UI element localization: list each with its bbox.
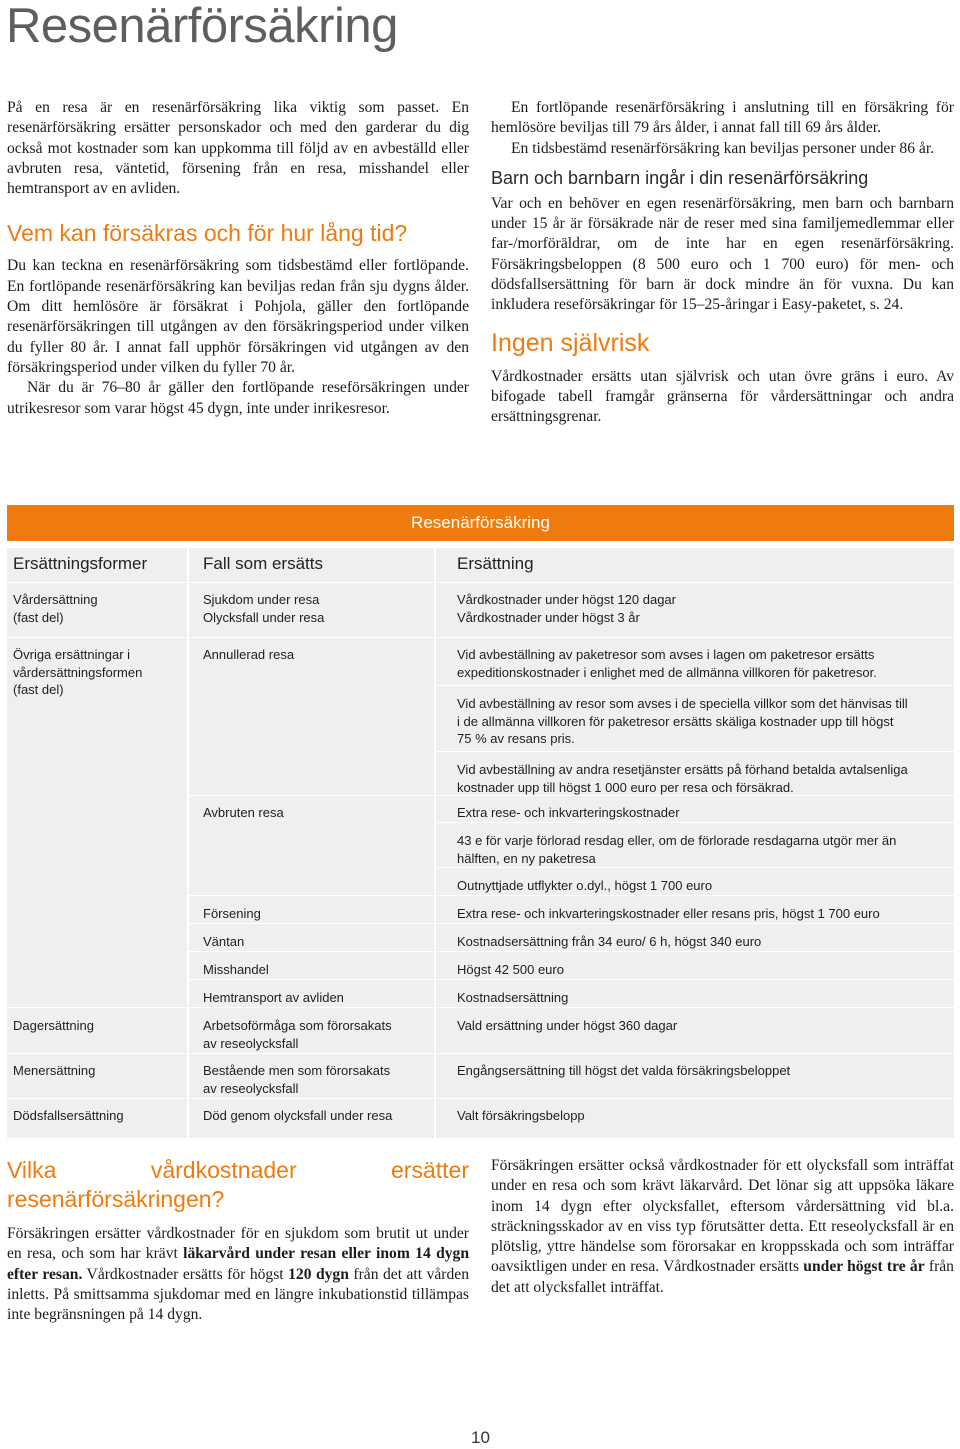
row-divider	[189, 1098, 434, 1099]
care-p2-bold: under högst tre år	[803, 1258, 925, 1276]
case-delay: Försening	[203, 906, 261, 921]
comp-interrupt-days: 43 e för varje förlorad resdag eller, om de förlorade resdagarna utgör mer än hälften, en ny paketresa	[457, 833, 897, 866]
row-divider	[7, 1053, 187, 1054]
row-divider	[436, 951, 954, 952]
case-interrupted: Avbruten resa	[203, 805, 284, 820]
case-repatriation: Hemtransport av avliden	[203, 990, 344, 1005]
heading-care-costs: Vilka vårdkostnader ersätter resenärförsäkringen?	[7, 1157, 469, 1212]
comp-care-costs: Vårdkostnader under högst 120 dagar Vårdkostnader under högst 3 år	[457, 592, 676, 625]
case-incapacity: Arbetsoförmåga som förorsakats av reseolycksfall	[203, 1018, 392, 1051]
table-title: Resenärförsäkring	[7, 505, 954, 541]
row-divider	[436, 1007, 954, 1008]
row-divider	[189, 795, 434, 796]
row-divider	[436, 867, 954, 868]
comp-interrupt-excursions: Outnyttjade utflykter o.dyl., högst 1 700 euro	[457, 878, 713, 893]
row-divider	[189, 1053, 434, 1054]
comp-cancel-special: Vid avbeställning av resor som avses i de speciella villkor som det hänvisas till i de allmänna villkoren för paketresor ersätts skäliga kostnader upp till högst 75 % av resans pris.	[457, 696, 908, 746]
case-permanent-injury: Bestående men som förorsakats av reseolycksfall	[203, 1063, 391, 1096]
case-accidental-death: Död genom olycksfall under resa	[203, 1108, 393, 1123]
care-p2-text: Försäkringen ersätter också vårdkostnader för ett olycksfall som inträffat under en resa och som krävt läkarvård. Det lönar sig att uppsöka läkare inom 14 dygn efter olycksfallet, eftersom vårdersättning vid bl.a. sträckningsskador av en viss typ förutsätter detta. Ett reseolycksfall är en plötslig, yttre händelse som förorsakar en kroppsskada och som inträffar oavsiktligen under en resa. Vårdkostnader ersätts	[491, 1157, 954, 1276]
children-paragraph: Var och en behöver en egen resenärförsäkring, men barn och barnbarn under 15 år är försäkrade när de reser med sina familjemedlemmar eller far-/morföräldrar, om de inte har en egen resenärförsäkring. Försäkringsbeloppen (8 500 euro och 1 700 euro) för men- och dödsfallsersättning för barn är dock mindre än för vuxna. Du kan inkludera reseförsäkringar för 15–25-åringar i Easy-paketet, s. 24.	[491, 194, 954, 314]
comp-cancel-other: Vid avbeställning av andra resetjänster ersätts på förhand betalda avtalsenliga kostnader upp till högst 1 000 euro per resa och försäkrad.	[457, 762, 908, 795]
right-column-top	[491, 98, 954, 428]
care-p1-text: Vårdkostnader ersätts för högst	[82, 1265, 289, 1283]
row-divider	[7, 1098, 187, 1099]
compensation-table	[7, 505, 954, 1138]
row-divider	[7, 1007, 187, 1008]
form-disability: Menersättning	[13, 1063, 96, 1078]
who-paragraph-3: En fortlöpande resenärförsäkring i anslutning till en försäkring för hemlösöre beviljas till 79 års ålder, i annat fall till 69 års ålder.	[491, 99, 954, 137]
comp-incapacity: Vald ersättning under högst 360 dagar	[457, 1018, 678, 1033]
left-column-top	[7, 98, 469, 419]
header-covered-cases: Fall som ersätts	[203, 554, 323, 573]
care-paragraph-2	[491, 1156, 954, 1298]
form-other-care: Övriga ersättningar i vårdersättningsformen (fast del)	[13, 647, 143, 697]
row-divider	[436, 1053, 954, 1054]
row-divider	[436, 923, 954, 924]
comp-permanent-injury: Engångsersättning till högst det valda försäkringsbeloppet	[457, 1063, 791, 1078]
care-p1-text: Försäkringen ersätter vårdkostnader för en sjukdom som brutit ut under en resa, och som har krävt	[7, 1225, 469, 1263]
heading-who: Vem kan försäkras och för hur lång tid?	[7, 220, 408, 247]
row-divider	[7, 582, 954, 583]
care-paragraph-1	[7, 1224, 469, 1325]
header-compensation-forms: Ersättningsformer	[13, 554, 148, 573]
header-compensation: Ersättning	[457, 554, 534, 573]
page-number: 10	[471, 1428, 490, 1447]
case-illness-accident: Sjukdom under resa Olycksfall under resa	[203, 592, 325, 625]
comp-delay: Extra rese- och inkvarteringskostnader eller resans pris, högst 1 700 euro	[457, 906, 880, 921]
row-divider	[189, 979, 434, 980]
case-cancelled: Annullerad resa	[203, 647, 295, 662]
form-daily: Dagersättning	[13, 1018, 94, 1033]
care-p1-bold: 120 dygn	[288, 1265, 349, 1283]
care-p1-bold: läkarvård under resan eller inom 14 dygn efter resan.	[7, 1245, 470, 1283]
deductible-paragraph: Vårdkostnader ersätts utan självrisk och utan övre gräns i euro. Av bifogade tabell framgår gränserna för vårdersättningar och andra ersättningsgrenar.	[491, 367, 954, 426]
row-divider	[189, 895, 434, 896]
comp-interrupt-travel: Extra rese- och inkvarteringskostnader	[457, 805, 680, 820]
row-divider	[436, 685, 954, 686]
case-assault: Misshandel	[203, 962, 269, 977]
row-divider	[7, 637, 187, 638]
care-p2-text: från det att olycksfallet inträffat.	[491, 1258, 954, 1296]
case-waiting: Väntan	[203, 934, 245, 949]
care-p1-text: från det att vården inletts. På smittsamma sjukdomar med en längre inkubationstid tillämpas inte begränsningen på 14 dygn.	[7, 1265, 469, 1324]
row-divider	[189, 923, 434, 924]
comp-cancel-package: Vid avbeställning av paketresor som avses i lagen om paketresor ersätts expeditionskostnader i enlighet med de allmänna villkoren för paketresor.	[457, 647, 877, 680]
who-paragraph-4: En tidsbestämd resenärförsäkring kan beviljas personer under 86 år.	[511, 139, 935, 157]
row-divider	[436, 895, 954, 896]
row-divider	[436, 822, 954, 823]
row-divider	[436, 751, 954, 752]
comp-waiting: Kostnadsersättning från 34 euro/ 6 h, högst 340 euro	[457, 934, 762, 949]
heading-children: Barn och barnbarn ingår i din resenärförsäkring	[491, 167, 869, 188]
form-care: Vårdersättning (fast del)	[13, 592, 98, 625]
who-paragraph-2: När du är 76–80 år gäller den fortlöpande reseförsäkringen under utrikesresor som varar högst 45 dygn, inte under inrikesresor.	[7, 379, 469, 417]
form-death: Dödsfallsersättning	[13, 1108, 124, 1123]
row-divider	[436, 637, 954, 638]
right-column-bottom	[491, 1156, 954, 1298]
intro-paragraph: På en resa är en resenärförsäkring lika viktig som passet. En resenärförsäkring ersätter personskador och med den garderar du dig också mot kostnader som kan uppkomma till följd av en avbeställd eller avbruten resa, väntetid, försening från en resa, misshandel eller hemtransport av en avliden.	[7, 99, 469, 198]
row-divider	[189, 951, 434, 952]
page-title: Resenärförsäkring	[6, 0, 398, 53]
comp-assault: Högst 42 500 euro	[457, 962, 564, 977]
row-divider	[189, 1007, 434, 1008]
left-column-bottom	[7, 1156, 469, 1325]
row-divider	[436, 795, 954, 796]
row-divider	[436, 1098, 954, 1099]
heading-deductible: Ingen självrisk	[491, 328, 650, 357]
comp-repatriation: Kostnadsersättning	[457, 990, 569, 1005]
row-divider	[436, 979, 954, 980]
who-paragraph-1: Du kan teckna en resenärförsäkring som tidsbestämd eller fortlöpande. En fortlöpande resenärförsäkring kan beviljas redan från sju dygns ålder. Om ditt hemlösöre är försäkrat i Pohjola, gäller den fortlöpande resenärförsäkringen till utgången av den försäkringsperiod under vilken du fyller 80 år. I annat fall upphör försäkringen vid utgången av den försäkringsperiod under vilken du fyller 70 år.	[7, 257, 469, 376]
row-divider	[189, 637, 434, 638]
comp-death: Valt försäkringsbelopp	[457, 1108, 585, 1123]
